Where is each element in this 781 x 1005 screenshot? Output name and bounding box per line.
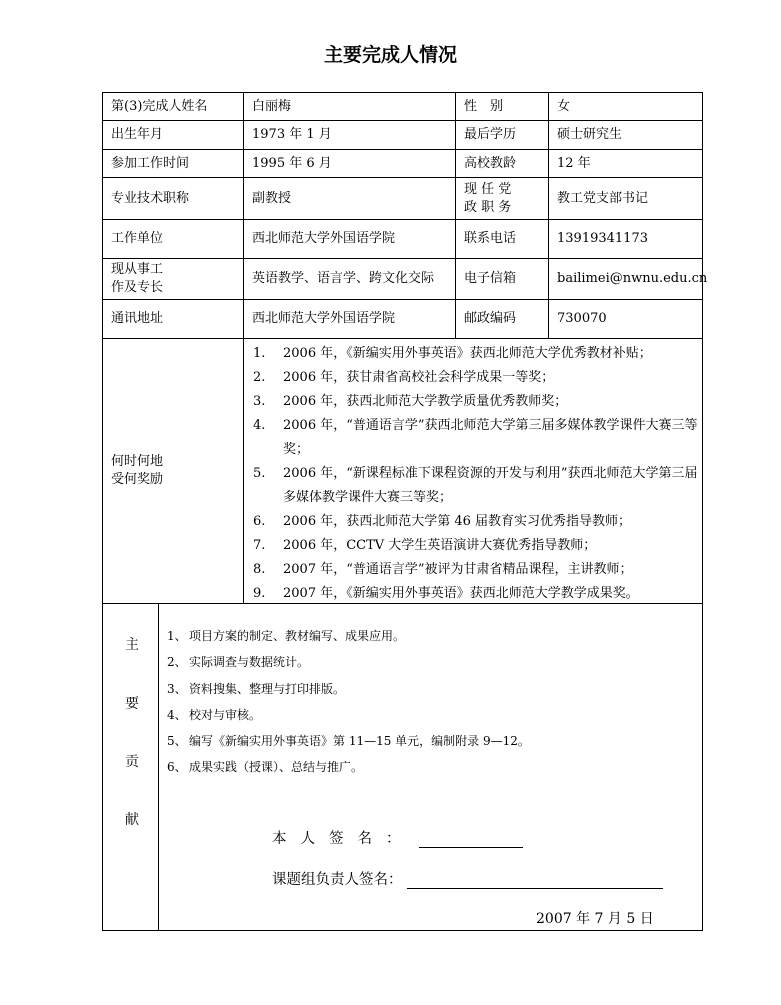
duty-item bbox=[167, 623, 530, 649]
contribution-char: 要 bbox=[125, 696, 139, 712]
duty-number: 5、 bbox=[167, 734, 187, 749]
award-item bbox=[246, 534, 706, 558]
duty-text: 编写《新编实用外事英语》第 11—15 单元，编制附录 9—12。 bbox=[189, 734, 530, 749]
duty-item bbox=[167, 754, 530, 780]
award-number: 1. bbox=[253, 346, 266, 361]
contribution-char: 献 bbox=[125, 812, 139, 828]
degree-label: 最后学历 bbox=[464, 127, 517, 143]
award-text: 2006 年，CCTV 大学生英语演讲大赛优秀指导教师； bbox=[283, 538, 597, 553]
postcode-value: 730070 bbox=[557, 311, 607, 327]
duty-item bbox=[167, 649, 530, 675]
award-number: 4. bbox=[253, 418, 266, 433]
award-number: 9. bbox=[253, 586, 266, 601]
page-title: 主要完成人情况 bbox=[323, 44, 457, 66]
work-start-label: 参加工作时间 bbox=[111, 155, 190, 171]
sign-date: 2007 年 7 月 5 日 bbox=[536, 911, 654, 927]
specialty-label bbox=[103, 259, 243, 299]
party-label-line-2: 政 职 务 bbox=[464, 199, 512, 215]
award-text: 2006 年，获甘肃省高校社会科学成果一等奖； bbox=[283, 370, 555, 385]
award-text: 2007 年，《新编实用外事英语》获西北师范大学教学成果奖。 bbox=[283, 586, 639, 601]
teaching-years-value: 12 年 bbox=[557, 155, 591, 171]
specialty-label-line-2: 作及专长 bbox=[111, 280, 164, 295]
award-text: 2006 年，获西北师范大学第 46 届教育实习优秀指导教师； bbox=[283, 514, 632, 529]
award-number: 8. bbox=[253, 562, 266, 577]
specialty-value: 英语教学、语言学、跨文化交际 bbox=[252, 271, 435, 287]
award-item bbox=[246, 366, 706, 390]
award-text: 2006 年，“新课程标准下课程资源的开发与利用”获西北师范大学第三届多媒体教学课件大赛三等奖； bbox=[283, 466, 698, 505]
duty-item bbox=[167, 676, 530, 702]
address-label: 通讯地址 bbox=[111, 311, 164, 327]
unit-value: 西北师范大学外国语学院 bbox=[252, 231, 396, 247]
leader-signature-line[interactable] bbox=[407, 874, 663, 889]
award-item bbox=[246, 558, 706, 582]
duty-text: 实际调查与数据统计。 bbox=[189, 655, 310, 670]
party-label-line-1: 现 任 党 bbox=[464, 181, 512, 197]
contribution-char: 贡 bbox=[125, 754, 139, 770]
name-value: 白丽梅 bbox=[252, 98, 292, 114]
duty-number: 1、 bbox=[167, 629, 187, 643]
award-number: 7. bbox=[253, 538, 266, 553]
signature-row bbox=[272, 827, 523, 848]
birth-label: 出生年月 bbox=[111, 127, 164, 143]
award-item bbox=[246, 510, 706, 534]
duty-text: 项目方案的制定、教材编写、成果应用。 bbox=[189, 629, 406, 643]
award-item bbox=[246, 462, 706, 510]
leader-signature-row bbox=[272, 868, 663, 889]
teaching-years-label: 高校教龄 bbox=[464, 155, 517, 171]
duty-number: 6、 bbox=[167, 760, 187, 775]
specialty-label-line-1: 现从事工 bbox=[111, 262, 164, 278]
duty-text: 成果实践（授课）、总结与推广。 bbox=[189, 760, 364, 775]
duty-number: 3、 bbox=[167, 681, 187, 696]
duty-item bbox=[167, 702, 530, 728]
party-value: 教工党支部书记 bbox=[557, 190, 649, 206]
birth-value: 1973 年 1 月 bbox=[252, 127, 332, 143]
contribution-char: 主 bbox=[125, 637, 139, 653]
signature-line[interactable] bbox=[419, 833, 523, 848]
award-text: 2007 年，“普通语言学”被评为甘肃省精品课程，主讲教师； bbox=[283, 562, 633, 577]
info-table bbox=[102, 92, 708, 931]
email-value: bailimei@nwnu.edu.cn bbox=[557, 271, 708, 287]
phone-label: 联系电话 bbox=[464, 231, 517, 247]
email-label: 电子信箱 bbox=[464, 271, 517, 287]
duty-number: 4、 bbox=[167, 707, 187, 722]
duty-item bbox=[167, 728, 530, 754]
duties-list bbox=[167, 623, 530, 781]
signature-label: 本人签名： bbox=[272, 831, 415, 847]
title-value: 副教授 bbox=[252, 190, 292, 206]
award-number: 5. bbox=[253, 466, 266, 481]
award-number: 6. bbox=[253, 514, 266, 529]
duty-text: 校对与审核。 bbox=[189, 707, 262, 722]
unit-label: 工作单位 bbox=[111, 231, 164, 247]
award-item bbox=[246, 582, 706, 606]
gender-value: 女 bbox=[557, 98, 571, 114]
awards-label-line-1: 何时何地 bbox=[111, 454, 164, 470]
postcode-label: 邮政编码 bbox=[464, 311, 517, 327]
duty-text: 资料搜集、整理与打印排版。 bbox=[189, 681, 346, 696]
leader-signature-label: 课题组负责人签名： bbox=[272, 872, 403, 888]
award-text: 2006 年，《新编实用外事英语》获西北师范大学优秀教材补贴； bbox=[283, 346, 652, 361]
party-label bbox=[456, 178, 548, 219]
title-label: 专业技术职称 bbox=[111, 190, 190, 206]
award-text: 2006 年，获西北师范大学教学质量优秀教师奖； bbox=[283, 394, 568, 409]
award-text: 2006 年，“普通语言学”获西北师范大学第三届多媒体教学课件大赛三等奖； bbox=[283, 418, 698, 457]
phone-value: 13919341173 bbox=[557, 231, 648, 247]
awards-label bbox=[103, 339, 243, 603]
name-label: 第(3)完成人姓名 bbox=[111, 98, 208, 114]
gender-label: 性 别 bbox=[464, 98, 504, 114]
award-item bbox=[246, 390, 706, 414]
award-number: 2. bbox=[253, 370, 266, 385]
work-start-value: 1995 年 6 月 bbox=[252, 155, 332, 171]
awards-list bbox=[246, 342, 706, 606]
address-value: 西北师范大学外国语学院 bbox=[252, 311, 396, 327]
award-item bbox=[246, 414, 706, 462]
award-item bbox=[246, 342, 706, 366]
duty-number: 2、 bbox=[167, 655, 187, 670]
degree-value: 硕士研究生 bbox=[557, 127, 623, 143]
awards-label-line-2: 受何奖励 bbox=[111, 472, 164, 487]
award-number: 3. bbox=[253, 394, 266, 409]
